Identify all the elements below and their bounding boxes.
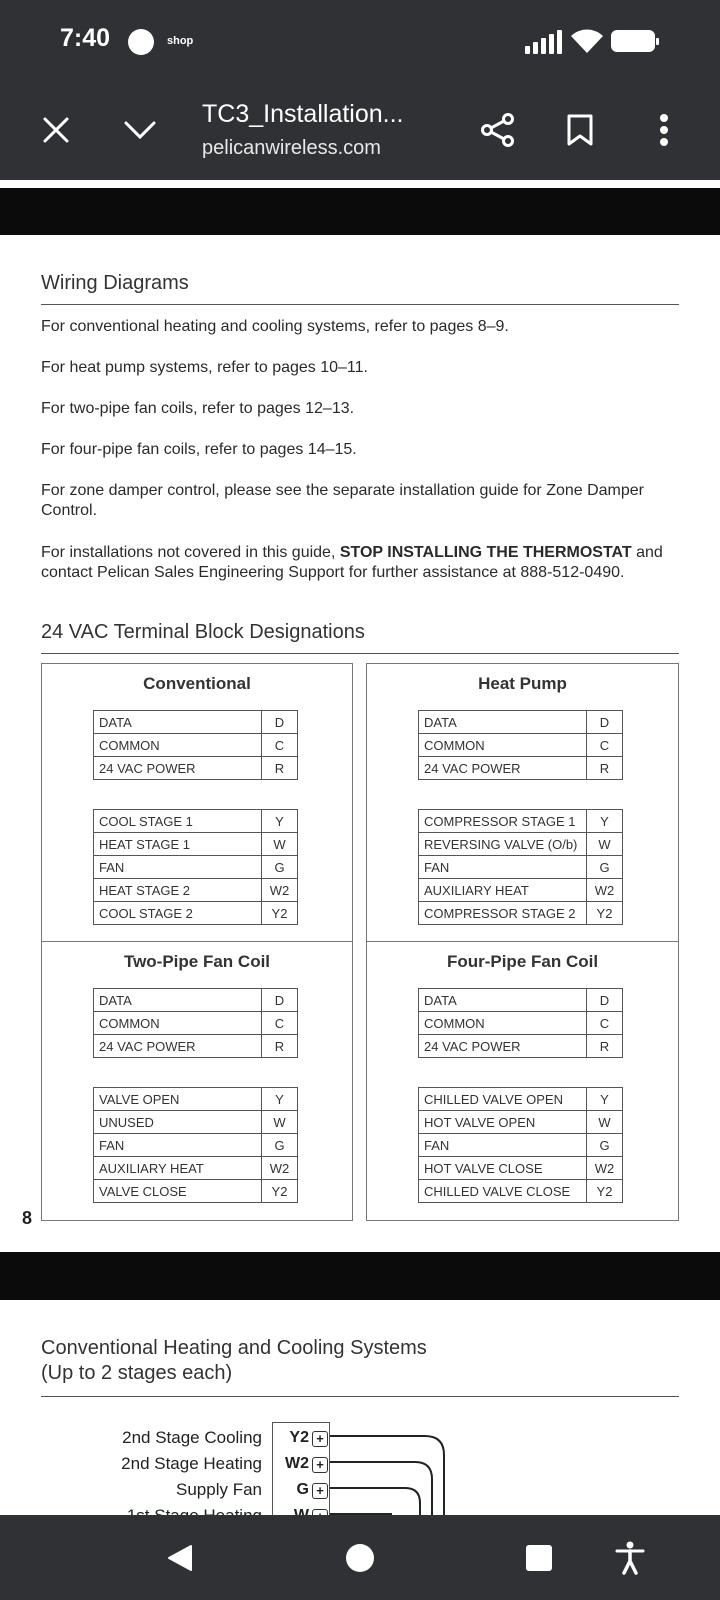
- terminal-label: COMMON: [94, 734, 262, 757]
- table-row: [419, 856, 623, 879]
- terminal-label: 24 VAC POWER: [94, 1035, 262, 1058]
- table-row: [419, 1088, 623, 1111]
- terminal-code: W2: [587, 879, 623, 902]
- terminal-designations-grid: [41, 663, 679, 1221]
- terminal-label: HEAT STAGE 1: [94, 833, 262, 856]
- table-row: [419, 810, 623, 833]
- terminal-label: 24 VAC POWER: [419, 1035, 587, 1058]
- power-terminal-table: [93, 988, 298, 1058]
- terminal-code: C: [262, 734, 298, 757]
- wire-label: 2nd Stage Cooling: [122, 1428, 262, 1447]
- terminal-code: W: [587, 1111, 623, 1134]
- table-row: [94, 879, 298, 902]
- wiring-lines: [330, 1430, 450, 1520]
- section-divider: [41, 1396, 679, 1397]
- section-divider: [41, 304, 679, 305]
- section-heading-terminal-block: 24 VAC Terminal Block Designations: [41, 621, 365, 643]
- page-break-bar: [0, 1252, 720, 1300]
- terminal-label: HEAT STAGE 2: [94, 879, 262, 902]
- terminal-label: FAN: [94, 856, 262, 879]
- battery-icon: [611, 30, 655, 52]
- terminal-code: W2: [587, 1157, 623, 1180]
- recents-icon: [525, 1544, 553, 1572]
- power-terminal-table: [93, 710, 298, 780]
- terminal-code: Y: [262, 1088, 298, 1111]
- terminal-code: C: [262, 1012, 298, 1035]
- wire-label: 2nd Stage Heating: [121, 1454, 262, 1473]
- table-row: [94, 902, 298, 925]
- terminal-label: AUXILIARY HEAT: [419, 879, 587, 902]
- table-row: [419, 734, 623, 757]
- accessibility-icon: [615, 1541, 645, 1575]
- close-button[interactable]: [32, 106, 80, 154]
- back-icon: [165, 1543, 195, 1573]
- table-row: [94, 1088, 298, 1111]
- stop-paragraph: [41, 543, 681, 583]
- terminal-label: COMMON: [94, 1012, 262, 1035]
- paragraph: For two-pipe fan coils, refer to pages 12–13.: [41, 400, 355, 417]
- terminal-label: 24 VAC POWER: [419, 757, 587, 780]
- terminal-label: DATA: [419, 989, 587, 1012]
- document-title: TC3_Installation...: [202, 100, 404, 128]
- terminal-code: G: [296, 1481, 309, 1498]
- power-terminal-table: [418, 710, 623, 780]
- section-heading-conventional-line2: (Up to 2 stages each): [41, 1362, 233, 1384]
- terminal-row: [273, 1478, 331, 1504]
- screw-terminal-icon: +: [312, 1431, 328, 1447]
- terminal-code: C: [587, 734, 623, 757]
- back-button[interactable]: [155, 1533, 205, 1583]
- table-row: [419, 711, 623, 734]
- chevron-down-icon: [123, 119, 157, 141]
- collapse-button[interactable]: [116, 106, 164, 154]
- stop-text-bold: STOP INSTALLING THE THERMOSTAT: [339, 544, 632, 561]
- terminal-label: COOL STAGE 2: [94, 902, 262, 925]
- control-terminal-table: [93, 809, 298, 925]
- notification-label: shop: [167, 35, 194, 47]
- terminal-label: CHILLED VALVE OPEN: [419, 1088, 587, 1111]
- table-row: [94, 711, 298, 734]
- terminal-block-four-pipe-fan-coil: [366, 941, 679, 1221]
- terminal-label: DATA: [94, 989, 262, 1012]
- status-time: 7:40: [60, 24, 111, 52]
- home-icon: [345, 1543, 375, 1573]
- terminal-label: COMMON: [419, 734, 587, 757]
- terminal-label: DATA: [94, 711, 262, 734]
- table-row: [419, 1111, 623, 1134]
- terminal-label: DATA: [419, 711, 587, 734]
- terminal-label: COOL STAGE 1: [94, 810, 262, 833]
- terminal-code: D: [587, 989, 623, 1012]
- close-icon: [42, 116, 70, 144]
- terminal-code: R: [587, 757, 623, 780]
- table-row: [419, 1134, 623, 1157]
- control-terminal-table: [93, 1087, 298, 1203]
- terminal-label: FAN: [419, 1134, 587, 1157]
- block-title: Four-Pipe Fan Coil: [446, 952, 599, 971]
- table-row: [419, 879, 623, 902]
- table-row: [94, 833, 298, 856]
- terminal-code: G: [262, 1134, 298, 1157]
- terminal-label: VALVE CLOSE: [94, 1180, 262, 1203]
- terminal-code: Y: [587, 810, 623, 833]
- table-row: [419, 902, 623, 925]
- accessibility-button[interactable]: [605, 1533, 655, 1583]
- table-row: [94, 856, 298, 879]
- stop-text-post: and contact Pelican Sales Engineering Support for further assistance at 888-512-0490.: [41, 544, 663, 581]
- control-terminal-table: [418, 809, 623, 925]
- notification-dot-icon: [128, 29, 154, 55]
- terminal-row: [273, 1452, 331, 1478]
- table-row: [94, 1012, 298, 1035]
- table-row: [94, 1035, 298, 1058]
- page-number: 8: [22, 1208, 33, 1228]
- table-row: [94, 734, 298, 757]
- table-row: [94, 1134, 298, 1157]
- terminal-code: W2: [262, 1157, 298, 1180]
- terminal-block-two-pipe-fan-coil: [41, 941, 353, 1221]
- table-row: [94, 989, 298, 1012]
- screw-terminal-icon: +: [312, 1483, 328, 1499]
- terminal-label: COMPRESSOR STAGE 1: [419, 810, 587, 833]
- terminal-code: W: [262, 833, 298, 856]
- terminal-code: R: [262, 757, 298, 780]
- terminal-code: Y2: [587, 1180, 623, 1203]
- header-divider: [0, 180, 720, 188]
- block-title: Heat Pump: [478, 674, 567, 693]
- terminal-code: G: [587, 1134, 623, 1157]
- table-row: [419, 1157, 623, 1180]
- terminal-code: W2: [285, 1455, 309, 1472]
- terminal-label: COMMON: [419, 1012, 587, 1035]
- terminal-code: Y2: [262, 902, 298, 925]
- terminal-label: VALVE OPEN: [94, 1088, 262, 1111]
- terminal-code: W: [262, 1111, 298, 1134]
- control-terminal-table: [418, 1087, 623, 1203]
- table-row: [94, 757, 298, 780]
- home-button[interactable]: [335, 1533, 385, 1583]
- terminal-label: AUXILIARY HEAT: [94, 1157, 262, 1180]
- block-title: Conventional: [143, 674, 251, 693]
- table-row: [419, 757, 623, 780]
- paragraph: For zone damper control, please see the separate installation guide for Zone Damper Control.: [41, 482, 645, 519]
- share-button[interactable]: [474, 106, 522, 154]
- table-row: [419, 1035, 623, 1058]
- terminal-block-heat-pump: [366, 663, 679, 942]
- power-terminal-table: [418, 988, 623, 1058]
- terminal-code: D: [587, 711, 623, 734]
- terminal-code: Y2: [587, 902, 623, 925]
- terminal-code: W: [587, 833, 623, 856]
- terminal-code: Y2: [289, 1429, 309, 1446]
- terminal-code: Y: [262, 810, 298, 833]
- terminal-label: HOT VALVE OPEN: [419, 1111, 587, 1134]
- section-divider: [41, 653, 679, 654]
- share-icon: [480, 112, 516, 148]
- browser-header: [0, 82, 720, 180]
- terminal-label: FAN: [419, 856, 587, 879]
- table-row: [94, 1157, 298, 1180]
- terminal-code: R: [587, 1035, 623, 1058]
- section-heading-conventional-line1: Conventional Heating and Cooling Systems: [41, 1337, 427, 1359]
- terminal-label: UNUSED: [94, 1111, 262, 1134]
- paragraph: For four-pipe fan coils, refer to pages 14–15.: [41, 441, 357, 458]
- system-navigation-bar: [0, 1515, 720, 1600]
- more-vert-icon: [659, 114, 669, 146]
- terminal-code: G: [587, 856, 623, 879]
- terminal-strip: [272, 1422, 330, 1516]
- terminal-label: REVERSING VALVE (O/b): [419, 833, 587, 856]
- bookmark-icon: [566, 113, 594, 147]
- table-row: [94, 1180, 298, 1203]
- recents-button[interactable]: [514, 1533, 564, 1583]
- section-heading-wiring-diagrams: Wiring Diagrams: [41, 272, 189, 294]
- cell-signal-icon: [525, 30, 561, 54]
- more-options-button[interactable]: [640, 106, 688, 154]
- document-domain: pelicanwireless.com: [202, 137, 381, 159]
- bookmark-button[interactable]: [556, 106, 604, 154]
- screw-terminal-icon: +: [312, 1457, 328, 1473]
- terminal-code: W2: [262, 879, 298, 902]
- terminal-row: [273, 1426, 331, 1452]
- table-row: [419, 989, 623, 1012]
- terminal-label: 24 VAC POWER: [94, 757, 262, 780]
- wifi-icon: [570, 28, 604, 54]
- paragraph: For heat pump systems, refer to pages 10–11.: [41, 359, 368, 376]
- table-row: [419, 1012, 623, 1035]
- terminal-code: G: [262, 856, 298, 879]
- paragraph: For conventional heating and cooling systems, refer to pages 8–9.: [41, 318, 509, 335]
- terminal-block-conventional: [41, 663, 353, 942]
- status-bar: [0, 0, 720, 82]
- table-row: [94, 1111, 298, 1134]
- terminal-code: D: [262, 711, 298, 734]
- block-title: Two-Pipe Fan Coil: [123, 952, 271, 971]
- terminal-label: CHILLED VALVE CLOSE: [419, 1180, 587, 1203]
- terminal-label: COMPRESSOR STAGE 2: [419, 902, 587, 925]
- terminal-code: Y2: [262, 1180, 298, 1203]
- table-row: [419, 1180, 623, 1203]
- page-break-bar: [0, 188, 720, 235]
- stop-text-pre: For installations not covered in this guide,: [41, 544, 340, 561]
- terminal-code: D: [262, 989, 298, 1012]
- terminal-code: C: [587, 1012, 623, 1035]
- terminal-label: HOT VALVE CLOSE: [419, 1157, 587, 1180]
- wire-label: Supply Fan: [176, 1480, 262, 1499]
- terminal-code: R: [262, 1035, 298, 1058]
- table-row: [419, 833, 623, 856]
- table-row: [94, 810, 298, 833]
- terminal-label: FAN: [94, 1134, 262, 1157]
- terminal-code: Y: [587, 1088, 623, 1111]
